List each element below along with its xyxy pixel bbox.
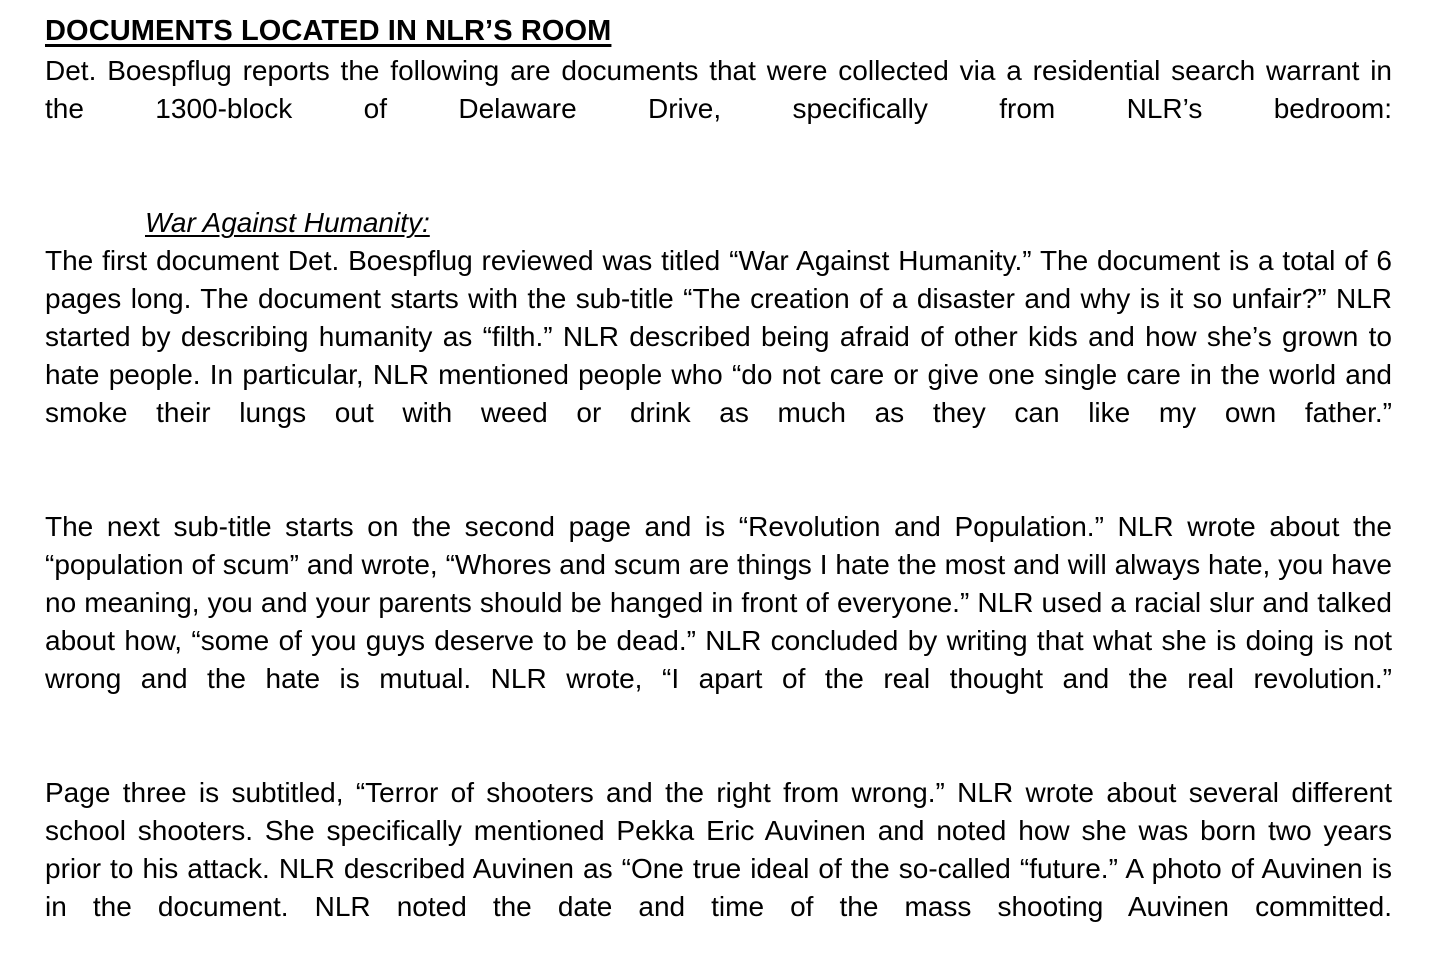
subheading-row xyxy=(45,204,1392,242)
paragraph-spacer-3 xyxy=(45,736,1392,774)
document-body xyxy=(45,14,1392,964)
page-title-row xyxy=(45,14,1392,52)
page-title: DOCUMENTS LOCATED IN NLR’S ROOM xyxy=(45,15,612,47)
paragraph-revolution-and-population: The next sub-title starts on the second page and is “Revolution and Population.” NLR wrote about the “population of scum” and wrote, “Whores and scum are things I hate the most and will always hate, you have no meaning, you and your parents should be hanged in front of everyone.” NLR used a racial slur and talked about how, “some of you guys deserve to be dead.” NLR concluded by writing that what she is doing is not wrong and the hate is mutual. NLR wrote, “I apart of the real thought and the real revolution.” xyxy=(45,511,1392,694)
paragraph-terror-of-shooters: Page three is subtitled, “Terror of shooters and the right from wrong.” NLR wrote about several different school shooters. She specifically mentioned Pekka Eric Auvinen and noted how she was born two years prior to his attack. NLR described Auvinen as “One true ideal of the so-called “future.” A photo of Auvinen is in the document. NLR noted the date and time of the mass shooting Auvinen committed. xyxy=(45,777,1392,922)
paragraph-spacer-1 xyxy=(45,166,1392,204)
subheading-war-against-humanity: War Against Humanity: xyxy=(145,207,430,238)
paragraph-war-against-humanity-overview: The first document Det. Boespflug reviewed was titled “War Against Humanity.” The document is a total of 6 pages long. The document starts with the sub-title “The creation of a disaster and why is it so unfair?” NLR started by describing humanity as “filth.” NLR described being afraid of other kids and how she’s grown to hate people. In particular, NLR mentioned people who “do not care or give one single care in the world and smoke their lungs out with weed or drink as much as they can like my own father.” xyxy=(45,245,1392,428)
paragraph-spacer-2 xyxy=(45,470,1392,508)
intro-paragraph: Det. Boespflug reports the following are documents that were collected via a residential search warrant in the 1300-block of Delaware Drive, specifically from NLR’s bedroom: xyxy=(45,55,1392,124)
